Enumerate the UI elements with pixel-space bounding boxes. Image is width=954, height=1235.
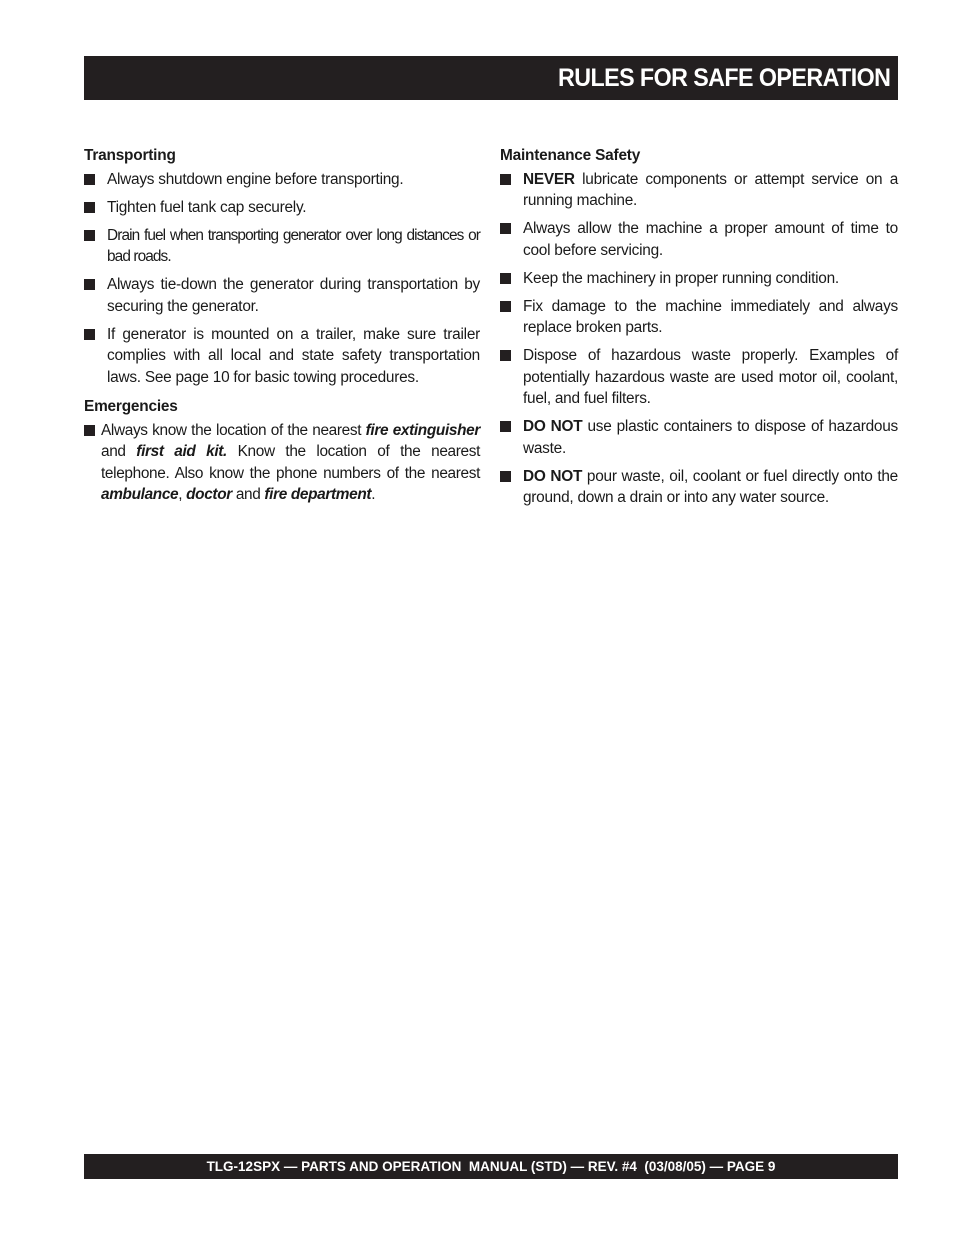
transporting-list: [84, 169, 480, 389]
maintenance-list: [500, 169, 898, 509]
square-bullet-icon: [500, 421, 511, 432]
square-bullet-icon: [500, 301, 511, 312]
footer-text: TLG-12SPX — PARTS AND OPERATION MANUAL (STD) — REV. #4 (03/08/05) — PAGE 9: [206, 1159, 776, 1174]
page-title: RULES FOR SAFE OPERATION: [557, 63, 890, 92]
list-item: Always allow the machine a proper amount of time to cool before servicing.: [500, 218, 898, 261]
square-bullet-icon: [500, 350, 511, 361]
square-bullet-icon: [84, 230, 95, 241]
square-bullet-icon: [84, 202, 95, 213]
list-item: NEVER lubricate components or attempt service on a running machine.: [500, 169, 898, 212]
list-item: Drain fuel when transporting generator over long distances or bad roads.: [84, 225, 480, 268]
right-column: [500, 145, 898, 515]
list-item: If generator is mounted on a trailer, make sure trailer complies with all local and state safety transportation laws. See page 10 for basic towing procedures.: [84, 324, 480, 389]
list-item: Tighten fuel tank cap securely.: [84, 197, 480, 219]
square-bullet-icon: [84, 329, 95, 340]
left-column: [84, 145, 480, 506]
square-bullet-icon: [84, 174, 95, 185]
square-bullet-icon: [500, 273, 511, 284]
list-item: Keep the machinery in proper running condition.: [500, 268, 898, 290]
list-item: Always shutdown engine before transporting.: [84, 169, 480, 191]
list-item: Fix damage to the machine immediately and always replace broken parts.: [500, 296, 898, 339]
list-item: DO NOT pour waste, oil, coolant or fuel directly onto the ground, down a drain or into any water source.: [500, 466, 898, 509]
square-bullet-icon: [500, 174, 511, 185]
list-item: DO NOT use plastic containers to dispose of hazardous waste.: [500, 416, 898, 459]
square-bullet-icon: [500, 223, 511, 234]
page-footer-bar: [84, 1154, 898, 1179]
maintenance-heading: Maintenance Safety: [500, 147, 641, 164]
emergencies-paragraph: Always know the location of the nearest fire extinguisher and first aid kit. Know the location of the nearest telephone. Also know the phone numbers of the nearest ambulance, doctor and fire department.: [84, 420, 480, 506]
square-bullet-icon: [84, 425, 95, 436]
list-item: Always tie-down the generator during transportation by securing the generator.: [84, 274, 480, 317]
list-item: Dispose of hazardous waste properly. Examples of potentially hazardous waste are used motor oil, coolant, fuel, and fuel filters.: [500, 345, 898, 410]
square-bullet-icon: [500, 471, 511, 482]
emergencies-heading: Emergencies: [84, 398, 178, 415]
square-bullet-icon: [84, 279, 95, 290]
page-header-bar: [84, 56, 898, 100]
transporting-heading: Transporting: [84, 147, 176, 164]
